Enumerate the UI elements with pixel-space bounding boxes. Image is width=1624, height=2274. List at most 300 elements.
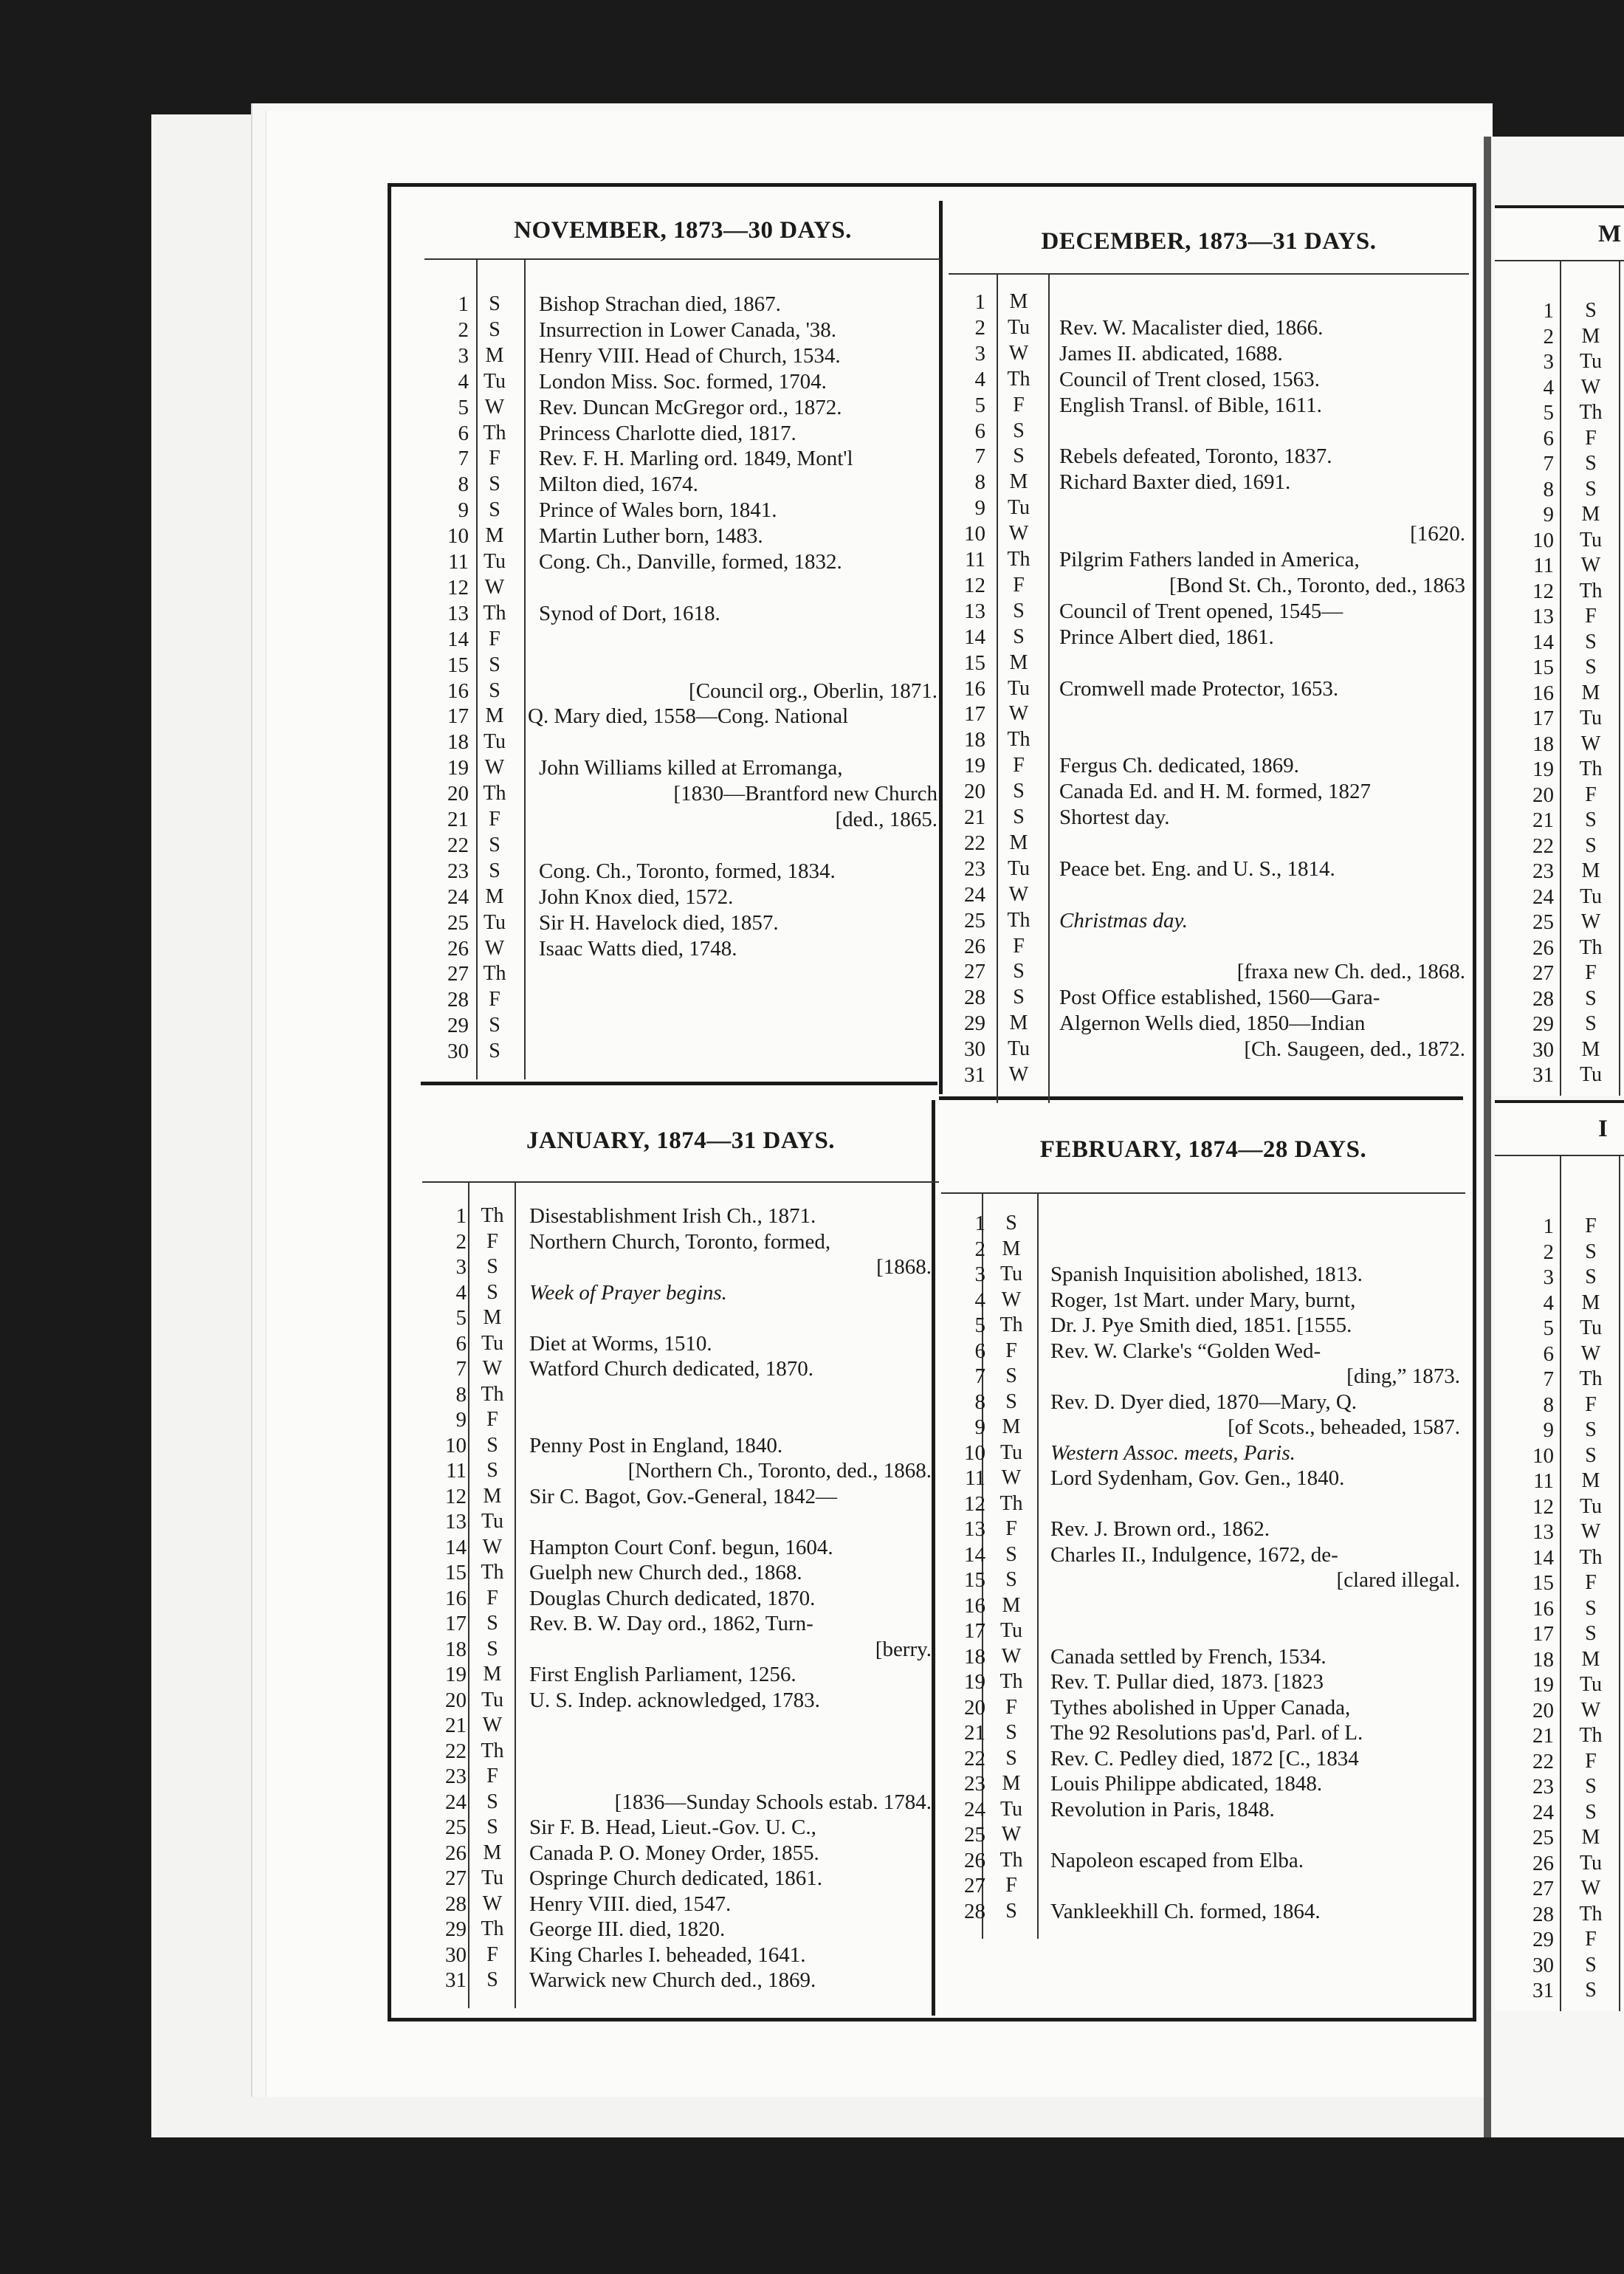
weekday-abbrev: Tu bbox=[481, 1866, 504, 1889]
day-row bbox=[424, 961, 941, 986]
day-row bbox=[1495, 935, 1624, 961]
weekday-abbrev: S bbox=[1585, 1240, 1597, 1263]
day-event: Sir C. Bagot, Gov.-General, 1842— bbox=[529, 1484, 837, 1508]
day-event: U. S. Indep. acknowledged, 1783. bbox=[529, 1688, 820, 1712]
day-event: Penny Post in England, 1840. bbox=[529, 1433, 783, 1457]
day-number: 18 bbox=[1532, 1647, 1554, 1672]
day-row bbox=[422, 1713, 939, 1738]
day-number: 20 bbox=[1532, 783, 1554, 807]
day-row bbox=[941, 1899, 1465, 1924]
day-number: 10 bbox=[445, 1433, 467, 1457]
day-row bbox=[949, 882, 1469, 907]
weekday-abbrev: F bbox=[1585, 1392, 1597, 1416]
day-row bbox=[949, 676, 1469, 701]
day-number: 13 bbox=[1532, 605, 1554, 628]
day-number: 20 bbox=[964, 780, 985, 804]
day-number: 12 bbox=[964, 573, 985, 597]
weekday-abbrev: W bbox=[1008, 341, 1029, 365]
day-row bbox=[941, 1695, 1465, 1720]
day-event: [ding,” 1873. bbox=[1346, 1364, 1460, 1388]
day-number: 6 bbox=[458, 421, 469, 445]
weekday-abbrev: S bbox=[1585, 808, 1597, 831]
weekday-abbrev: Tu bbox=[1579, 707, 1603, 729]
day-row bbox=[1495, 834, 1624, 859]
day-row bbox=[1495, 477, 1624, 502]
day-number: 17 bbox=[964, 702, 985, 726]
weekday-abbrev: M bbox=[483, 1306, 502, 1329]
day-event: Tythes abolished in Upper Canada, bbox=[1050, 1695, 1351, 1720]
day-row bbox=[1495, 1723, 1624, 1748]
day-event: Peace bet. Eng. and U. S., 1814. bbox=[1059, 856, 1335, 881]
weekday-abbrev: F bbox=[1585, 426, 1597, 450]
day-event: Rev. B. W. Day ord., 1862, Turn- bbox=[529, 1612, 813, 1635]
day-row bbox=[1495, 1774, 1624, 1799]
day-number: 31 bbox=[445, 1968, 467, 1992]
day-event: First English Parliament, 1256. bbox=[529, 1663, 796, 1686]
weekday-abbrev: F bbox=[1585, 1928, 1597, 1951]
day-row bbox=[1495, 1647, 1624, 1672]
weekday-abbrev: W bbox=[1580, 1342, 1601, 1365]
day-number: 9 bbox=[458, 498, 469, 523]
day-number: 25 bbox=[1532, 910, 1554, 934]
day-row bbox=[941, 1237, 1465, 1262]
day-event: Rev. Duncan McGregor ord., 1872. bbox=[539, 395, 842, 419]
day-row bbox=[1495, 1927, 1624, 1952]
day-event: Rev. W. Macalister died, 1866. bbox=[1059, 315, 1324, 340]
weekday-abbrev: M bbox=[1581, 1647, 1600, 1671]
day-number: 5 bbox=[974, 393, 985, 417]
weekday-abbrev: S bbox=[489, 498, 500, 522]
weekday-abbrev: W bbox=[1008, 702, 1029, 726]
day-event: Rebels defeated, Toronto, 1837. bbox=[1059, 444, 1332, 469]
weekday-abbrev: S bbox=[1013, 599, 1025, 622]
day-row bbox=[1495, 1672, 1624, 1697]
day-row bbox=[424, 729, 941, 755]
day-event: Rev. T. Pullar died, 1873. [1823 bbox=[1050, 1670, 1324, 1694]
weekday-abbrev: Th bbox=[1007, 548, 1031, 571]
weekday-abbrev: F bbox=[486, 1408, 498, 1431]
weekday-abbrev: Tu bbox=[481, 1688, 504, 1711]
day-number: 11 bbox=[1533, 554, 1554, 577]
day-row bbox=[1495, 426, 1624, 451]
day-row bbox=[949, 419, 1469, 444]
day-number: 16 bbox=[964, 1593, 985, 1618]
day-number: 24 bbox=[964, 1797, 985, 1821]
day-number: 26 bbox=[445, 1841, 467, 1865]
day-event: Guelph new Church ded., 1868. bbox=[529, 1561, 802, 1584]
day-event: Watford Church dedicated, 1870. bbox=[529, 1357, 814, 1381]
day-event: Spanish Inquisition abolished, 1813. bbox=[1050, 1263, 1363, 1286]
weekday-abbrev: Tu bbox=[1007, 315, 1031, 339]
day-event: The 92 Resolutions pas'd, Parl. of L. bbox=[1050, 1721, 1363, 1745]
day-row bbox=[1495, 375, 1624, 400]
day-number: 28 bbox=[1532, 986, 1554, 1011]
day-number: 27 bbox=[1532, 1877, 1554, 1900]
weekday-abbrev: F bbox=[1013, 934, 1025, 958]
day-number: 1 bbox=[455, 1204, 467, 1228]
weekday-abbrev: F bbox=[1013, 393, 1025, 416]
day-number: 15 bbox=[964, 650, 985, 675]
weekday-abbrev: F bbox=[1005, 1874, 1017, 1897]
day-event: [1836—Sunday Schools estab. 1784. bbox=[614, 1790, 932, 1814]
day-number: 7 bbox=[1543, 1367, 1554, 1391]
weekday-abbrev: Th bbox=[481, 1739, 504, 1762]
day-number: 14 bbox=[445, 1535, 467, 1559]
weekday-abbrev: S bbox=[1585, 834, 1597, 857]
day-row bbox=[422, 1331, 939, 1356]
day-row bbox=[941, 1262, 1465, 1287]
day-row bbox=[424, 523, 941, 549]
day-number: 22 bbox=[447, 833, 469, 857]
day-row bbox=[422, 1458, 939, 1483]
day-event: Napoleon escaped from Elba. bbox=[1050, 1848, 1304, 1872]
weekday-abbrev: S bbox=[489, 1040, 500, 1063]
day-number: 8 bbox=[455, 1382, 467, 1406]
day-event: John Knox died, 1572. bbox=[539, 884, 734, 909]
day-row bbox=[941, 1873, 1465, 1898]
weekday-abbrev: M bbox=[1002, 1237, 1021, 1260]
day-number: 20 bbox=[447, 782, 469, 806]
calendar-february-1874 bbox=[941, 1107, 1465, 1939]
weekday-abbrev: S bbox=[489, 653, 500, 676]
day-number: 3 bbox=[455, 1255, 467, 1279]
weekday-abbrev: S bbox=[1585, 1418, 1597, 1441]
day-event: Q. Mary died, 1558—Cong. National bbox=[528, 704, 849, 729]
weekday-abbrev: M bbox=[483, 1841, 502, 1864]
day-event: Prince Albert died, 1861. bbox=[1059, 625, 1274, 649]
day-event: Dr. J. Pye Smith died, 1851. [1555. bbox=[1050, 1313, 1352, 1337]
day-number: 7 bbox=[1543, 452, 1554, 475]
weekday-abbrev: W bbox=[1001, 1823, 1022, 1846]
day-event: Council of Trent opened, 1545— bbox=[1059, 599, 1343, 623]
day-row bbox=[1495, 884, 1624, 910]
weekday-abbrev: Tu bbox=[1579, 1316, 1603, 1339]
weekday-abbrev: M bbox=[485, 343, 504, 367]
day-number: 1 bbox=[974, 1212, 985, 1235]
day-row bbox=[949, 727, 1469, 752]
day-row bbox=[424, 369, 941, 394]
weekday-abbrev: Th bbox=[999, 1491, 1023, 1515]
weekday-abbrev: S bbox=[489, 292, 500, 315]
day-event: Christmas day. bbox=[1059, 908, 1188, 932]
day-number: 22 bbox=[1532, 834, 1554, 858]
weekday-abbrev: W bbox=[1580, 732, 1601, 755]
day-row bbox=[424, 704, 941, 729]
day-number: 14 bbox=[1532, 630, 1554, 654]
day-number: 22 bbox=[445, 1739, 467, 1763]
weekday-abbrev: Tu bbox=[1579, 1494, 1603, 1518]
day-number: 14 bbox=[447, 627, 469, 651]
day-row bbox=[949, 599, 1469, 624]
day-row bbox=[941, 1567, 1465, 1593]
day-event: Week of Prayer begins. bbox=[529, 1280, 727, 1305]
day-row bbox=[1495, 1062, 1624, 1088]
weekday-abbrev: W bbox=[1008, 522, 1029, 546]
weekday-abbrev: F bbox=[486, 1229, 498, 1253]
day-number: 3 bbox=[974, 341, 985, 365]
day-event: Warwick new Church ded., 1869. bbox=[529, 1968, 816, 1992]
weekday-abbrev: S bbox=[1005, 1746, 1017, 1770]
day-number: 27 bbox=[964, 960, 985, 984]
day-event: Bishop Strachan died, 1867. bbox=[539, 292, 781, 316]
weekday-abbrev: M bbox=[1581, 859, 1600, 882]
day-number: 29 bbox=[1532, 1928, 1554, 1951]
day-number: 26 bbox=[1532, 1851, 1554, 1875]
day-number: 4 bbox=[974, 1288, 985, 1312]
weekday-abbrev: Th bbox=[481, 1204, 504, 1227]
day-number: 2 bbox=[455, 1229, 467, 1254]
weekday-abbrev: S bbox=[1585, 1443, 1597, 1467]
day-row bbox=[1495, 681, 1624, 706]
day-event: Canada Ed. and H. M. formed, 1827 bbox=[1059, 780, 1372, 804]
day-number: 4 bbox=[1543, 1291, 1554, 1315]
weekday-abbrev: Th bbox=[1579, 1367, 1603, 1390]
day-row bbox=[424, 781, 941, 806]
day-row bbox=[941, 1618, 1465, 1643]
day-row bbox=[424, 498, 941, 523]
calendar-january-1874 bbox=[422, 1100, 939, 2008]
day-number: 22 bbox=[964, 831, 985, 855]
weekday-abbrev: M bbox=[1581, 1469, 1600, 1492]
weekday-abbrev: M bbox=[1581, 681, 1600, 704]
day-event: [clared illegal. bbox=[1336, 1568, 1460, 1592]
day-number: 6 bbox=[455, 1331, 467, 1356]
day-row bbox=[1495, 986, 1624, 1011]
weekday-abbrev: Th bbox=[1007, 908, 1031, 932]
weekday-abbrev: F bbox=[489, 627, 500, 650]
weekday-abbrev: Tu bbox=[999, 1797, 1023, 1821]
day-row bbox=[1495, 1825, 1624, 1850]
weekday-abbrev: W bbox=[484, 395, 505, 419]
day-row bbox=[1495, 1291, 1624, 1316]
weekday-abbrev: S bbox=[1013, 986, 1025, 1009]
weekday-abbrev: Tu bbox=[999, 1263, 1023, 1285]
weekday-abbrev: W bbox=[1580, 910, 1601, 933]
day-row bbox=[941, 1288, 1465, 1313]
weekday-abbrev: S bbox=[1005, 1212, 1017, 1234]
day-number: 9 bbox=[1543, 1418, 1554, 1442]
day-number: 23 bbox=[1532, 1775, 1554, 1799]
day-row bbox=[941, 1848, 1465, 1873]
weekday-abbrev: W bbox=[482, 1357, 503, 1380]
day-number: 14 bbox=[964, 625, 985, 649]
day-row bbox=[1495, 528, 1624, 553]
day-row bbox=[941, 1720, 1465, 1745]
calendar-title: M bbox=[1495, 208, 1624, 261]
weekday-abbrev: W bbox=[1580, 1698, 1601, 1722]
calendar-title: FEBRUARY, 1874—28 DAYS. bbox=[941, 1107, 1465, 1194]
day-number: 5 bbox=[458, 395, 469, 419]
day-row bbox=[1495, 1265, 1624, 1290]
weekday-abbrev: S bbox=[1585, 1265, 1597, 1288]
weekday-abbrev: M bbox=[485, 524, 504, 548]
day-number: 7 bbox=[455, 1357, 467, 1381]
day-number: 27 bbox=[447, 962, 469, 986]
weekday-abbrev: F bbox=[486, 1586, 498, 1610]
day-number: 26 bbox=[964, 934, 985, 958]
weekday-abbrev: Th bbox=[483, 962, 506, 986]
day-number: 9 bbox=[1543, 503, 1554, 526]
weekday-abbrev: F bbox=[486, 1765, 498, 1787]
day-event: Rev. C. Pedley died, 1872 [C., 1834 bbox=[1050, 1746, 1359, 1770]
weekday-abbrev: M bbox=[1009, 470, 1028, 494]
weekday-abbrev: Th bbox=[1579, 579, 1603, 602]
day-event: [1868. bbox=[876, 1255, 932, 1279]
day-event: Milton died, 1674. bbox=[539, 473, 698, 497]
day-number: 8 bbox=[974, 470, 985, 495]
day-row bbox=[424, 755, 941, 780]
weekday-abbrev: S bbox=[1585, 630, 1597, 653]
day-number: 1 bbox=[974, 290, 985, 314]
day-number: 12 bbox=[1532, 579, 1554, 603]
weekday-abbrev: Tu bbox=[1579, 350, 1603, 373]
weekday-abbrev: S bbox=[1585, 1622, 1597, 1645]
day-number: 23 bbox=[964, 856, 985, 881]
weekday-abbrev: F bbox=[489, 988, 500, 1011]
weekday-abbrev: Th bbox=[481, 1382, 504, 1406]
weekday-abbrev: Th bbox=[1579, 1545, 1603, 1569]
day-number: 1 bbox=[458, 292, 469, 316]
weekday-abbrev: F bbox=[1005, 1339, 1017, 1362]
calendar-title: I bbox=[1495, 1103, 1624, 1156]
day-number: 16 bbox=[1532, 1596, 1554, 1621]
day-row bbox=[949, 908, 1469, 933]
day-event: [Council org., Oberlin, 1871. bbox=[689, 679, 937, 703]
day-number: 28 bbox=[445, 1892, 467, 1916]
weekday-abbrev: S bbox=[1585, 1012, 1597, 1035]
weekday-abbrev: S bbox=[486, 1459, 498, 1482]
day-row bbox=[1495, 502, 1624, 527]
day-row bbox=[949, 470, 1469, 495]
calendar-title: JANUARY, 1874—31 DAYS. bbox=[422, 1100, 939, 1183]
day-number: 10 bbox=[1532, 1443, 1554, 1468]
day-number: 31 bbox=[1532, 1979, 1554, 2002]
day-event: [fraxa new Ch. ded., 1868. bbox=[1236, 960, 1465, 984]
day-row bbox=[422, 1203, 939, 1229]
day-row bbox=[949, 444, 1469, 469]
day-number: 19 bbox=[1532, 758, 1554, 781]
day-row bbox=[424, 292, 941, 317]
day-number: 28 bbox=[1532, 1902, 1554, 1926]
weekday-abbrev: F bbox=[1013, 573, 1025, 597]
day-number: 9 bbox=[974, 496, 985, 521]
day-row bbox=[424, 317, 941, 343]
day-event: [Northern Ch., Toronto, ded., 1868. bbox=[627, 1459, 932, 1483]
day-event: John Williams killed at Erromanga, bbox=[539, 756, 843, 780]
weekday-abbrev: Tu bbox=[999, 1619, 1023, 1642]
day-row bbox=[424, 627, 941, 652]
weekday-abbrev: Tu bbox=[1007, 496, 1031, 520]
day-number: 28 bbox=[447, 988, 469, 1012]
weekday-abbrev: M bbox=[1581, 1291, 1600, 1314]
day-row bbox=[422, 1586, 939, 1611]
weekday-abbrev: S bbox=[486, 1612, 498, 1635]
day-event: [1830—Brantford new Church bbox=[673, 782, 937, 806]
day-number: 18 bbox=[964, 728, 985, 752]
day-number: 28 bbox=[964, 986, 985, 1010]
day-row bbox=[1495, 1494, 1624, 1519]
day-row bbox=[941, 1669, 1465, 1694]
day-row bbox=[949, 573, 1469, 598]
day-number: 7 bbox=[974, 1364, 985, 1388]
weekday-abbrev: M bbox=[1009, 290, 1028, 313]
day-number: 16 bbox=[964, 676, 985, 701]
day-event: Canada settled by French, 1534. bbox=[1050, 1644, 1327, 1669]
day-number: 25 bbox=[964, 908, 985, 932]
calendar-title: NOVEMBER, 1873—30 DAYS. bbox=[424, 203, 941, 260]
day-number: 15 bbox=[964, 1568, 985, 1592]
day-number: 16 bbox=[445, 1586, 467, 1610]
day-row bbox=[949, 315, 1469, 340]
weekday-abbrev: S bbox=[1585, 1596, 1597, 1620]
weekday-abbrev: Th bbox=[999, 1670, 1023, 1693]
weekday-abbrev: Tu bbox=[1579, 528, 1603, 552]
day-event: [of Scots., beheaded, 1587. bbox=[1228, 1415, 1460, 1439]
weekday-abbrev: S bbox=[1013, 444, 1025, 468]
day-row bbox=[1495, 757, 1624, 782]
weekday-abbrev: F bbox=[1005, 1517, 1017, 1540]
day-row bbox=[422, 1509, 939, 1534]
day-event: Richard Baxter died, 1691. bbox=[1059, 470, 1291, 495]
day-row bbox=[422, 1637, 939, 1662]
day-event: London Miss. Soc. formed, 1704. bbox=[539, 369, 827, 394]
day-number: 12 bbox=[445, 1484, 467, 1508]
day-number: 12 bbox=[447, 575, 469, 600]
day-row bbox=[422, 1611, 939, 1636]
weekday-abbrev: Th bbox=[481, 1561, 504, 1584]
day-number: 19 bbox=[447, 756, 469, 780]
day-number: 25 bbox=[1532, 1826, 1554, 1849]
day-event: King Charles I. beheaded, 1641. bbox=[529, 1942, 806, 1967]
weekday-abbrev: S bbox=[486, 1816, 498, 1838]
day-number: 4 bbox=[974, 367, 985, 391]
day-row bbox=[1495, 1418, 1624, 1443]
weekday-abbrev: W bbox=[1580, 1877, 1601, 1900]
day-row bbox=[422, 1815, 939, 1840]
weekday-abbrev: S bbox=[1013, 805, 1025, 828]
day-row bbox=[941, 1746, 1465, 1771]
day-row bbox=[949, 367, 1469, 392]
weekday-abbrev: S bbox=[486, 1255, 498, 1278]
day-number: 2 bbox=[974, 315, 985, 340]
day-row bbox=[422, 1280, 939, 1305]
day-row bbox=[949, 625, 1469, 650]
day-number: 19 bbox=[445, 1663, 467, 1686]
day-row bbox=[949, 547, 1469, 572]
day-row bbox=[949, 934, 1469, 959]
day-row bbox=[422, 1407, 939, 1432]
weekday-abbrev: S bbox=[1005, 1364, 1017, 1387]
weekday-abbrev: S bbox=[1005, 1899, 1017, 1923]
day-number: 26 bbox=[1532, 935, 1554, 960]
day-number: 26 bbox=[964, 1848, 985, 1872]
day-number: 15 bbox=[445, 1561, 467, 1584]
day-number: 29 bbox=[447, 1014, 469, 1038]
weekday-abbrev: Tu bbox=[999, 1440, 1023, 1464]
day-number: 24 bbox=[1532, 884, 1554, 909]
weekday-abbrev: S bbox=[1005, 1542, 1017, 1566]
day-number: 17 bbox=[445, 1612, 467, 1635]
weekday-abbrev: M bbox=[1009, 1011, 1028, 1035]
day-row bbox=[949, 495, 1469, 521]
weekday-abbrev: F bbox=[1585, 783, 1597, 806]
day-event: Northern Church, Toronto, formed, bbox=[529, 1229, 831, 1254]
day-number: 13 bbox=[445, 1510, 467, 1533]
day-row bbox=[1495, 349, 1624, 374]
weekday-abbrev: Th bbox=[1007, 367, 1031, 391]
day-number: 30 bbox=[1532, 1953, 1554, 1977]
day-number: 4 bbox=[455, 1280, 467, 1305]
